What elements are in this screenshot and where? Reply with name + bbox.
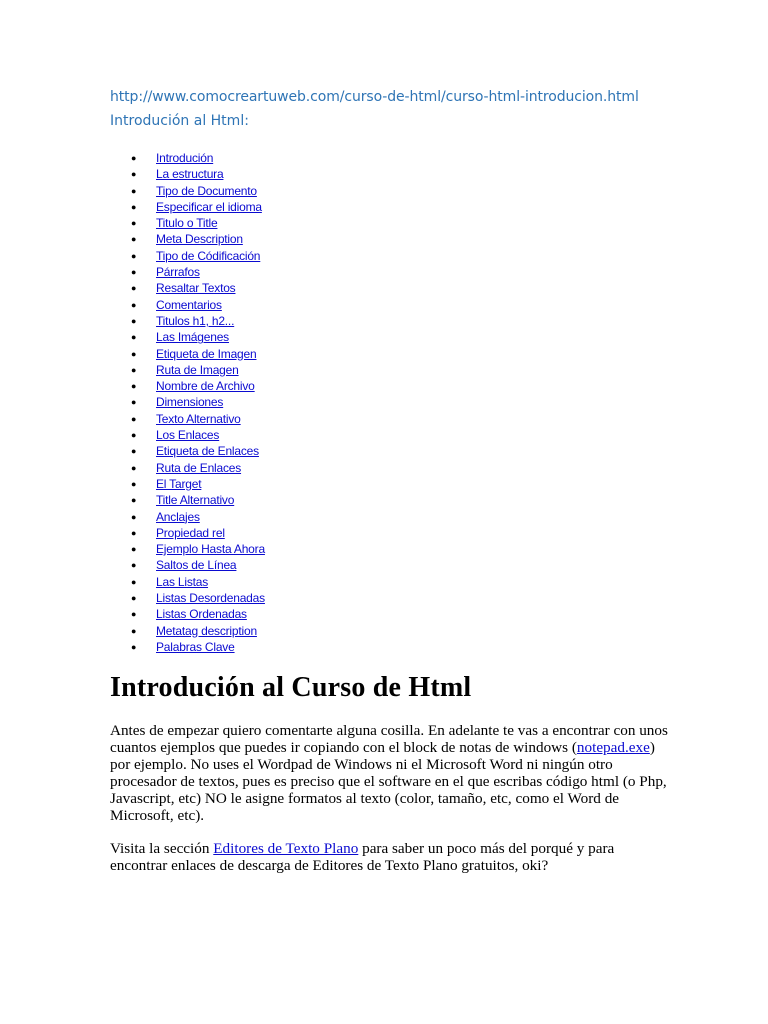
toc-link[interactable]: Los Enlaces xyxy=(156,428,220,443)
bullet-icon: ● xyxy=(131,544,137,555)
toc-link[interactable]: Ejemplo Hasta Ahora xyxy=(156,542,265,557)
bullet-icon: ● xyxy=(131,625,137,636)
toc-link[interactable]: Las Imágenes xyxy=(156,330,229,345)
bullet-icon: ● xyxy=(131,218,137,229)
toc-link[interactable]: Listas Desordenadas xyxy=(156,591,265,606)
toc-item xyxy=(110,476,265,492)
paragraph-text: Visita la sección xyxy=(110,840,214,857)
toc-item xyxy=(110,525,265,541)
bullet-icon: ● xyxy=(131,593,137,604)
bullet-icon: ● xyxy=(131,641,137,652)
toc-item xyxy=(110,264,265,280)
bullet-icon: ● xyxy=(131,478,137,489)
intro-paragraph xyxy=(110,722,670,824)
bullet-icon: ● xyxy=(131,381,137,392)
toc-link[interactable]: Introdución xyxy=(156,151,214,165)
toc-item xyxy=(110,574,265,590)
bullet-icon: ● xyxy=(131,560,137,571)
toc-link[interactable]: Titulos h1, h2... xyxy=(156,313,235,328)
toc-item xyxy=(110,150,265,166)
toc-link[interactable]: Párrafos xyxy=(156,265,200,280)
bullet-icon: ● xyxy=(131,267,137,278)
toc-link[interactable]: Tipo de Códificación xyxy=(156,248,261,263)
toc-link[interactable]: Tipo de Documento xyxy=(156,183,257,198)
editors-link[interactable]: Editores de Texto Plano xyxy=(213,840,359,857)
bullet-icon: ● xyxy=(131,234,137,245)
toc-item xyxy=(110,166,265,182)
toc-item xyxy=(110,183,265,199)
toc-item xyxy=(110,346,265,362)
toc-item xyxy=(110,427,265,443)
paragraph-text: Antes de empezar quiero comentarte alguna cosilla. En adelante te vas a encontrar con unos cuantos ejemplos que puedes ir copiando con el block de notas de windows ( xyxy=(110,722,668,756)
toc-link[interactable]: Ruta de Imagen xyxy=(156,362,239,377)
bullet-icon: ● xyxy=(131,527,137,538)
intro-label: Introdución al Html: xyxy=(110,113,249,129)
toc-link[interactable]: Las Listas xyxy=(156,574,209,589)
toc-link[interactable]: Saltos de Línea xyxy=(156,558,237,573)
bullet-icon: ● xyxy=(131,413,137,424)
source-url: http://www.comocreartuweb.com/curso-de-html/curso-html-introducion.html xyxy=(110,89,639,105)
toc-item xyxy=(110,492,265,508)
toc-item xyxy=(110,297,265,313)
bullet-icon: ● xyxy=(131,609,137,620)
bullet-icon: ● xyxy=(131,153,137,163)
paragraph-text: para saber un poco más del porqué y para encontrar enlaces de descarga de Editores de Texto Plano gratuitos, oki? xyxy=(110,840,615,874)
toc-link[interactable]: Anclajes xyxy=(156,509,200,524)
toc-item xyxy=(110,460,265,476)
toc-link[interactable]: Titulo o Title xyxy=(156,216,218,231)
toc-item xyxy=(110,606,265,622)
toc-item xyxy=(110,329,265,345)
bullet-icon: ● xyxy=(131,576,137,587)
toc-item xyxy=(110,623,265,639)
bullet-icon: ● xyxy=(131,315,137,326)
toc-item xyxy=(110,394,265,410)
bullet-icon: ● xyxy=(131,495,137,506)
toc-item xyxy=(110,541,265,557)
toc-link[interactable]: El Target xyxy=(156,476,202,491)
bullet-icon: ● xyxy=(131,397,137,408)
toc-item xyxy=(110,362,265,378)
bullet-icon: ● xyxy=(131,283,137,294)
table-of-contents xyxy=(110,150,265,655)
toc-link[interactable]: Comentarios xyxy=(156,297,222,312)
toc-link[interactable]: Texto Alternativo xyxy=(156,411,241,426)
bullet-icon: ● xyxy=(131,446,137,457)
bullet-icon: ● xyxy=(131,185,137,196)
toc-item xyxy=(110,378,265,394)
toc-item xyxy=(110,215,265,231)
toc-item xyxy=(110,280,265,296)
toc-link[interactable]: Palabras Clave xyxy=(156,639,235,654)
toc-item xyxy=(110,313,265,329)
toc-item xyxy=(110,557,265,573)
toc-link[interactable]: Resaltar Textos xyxy=(156,281,236,296)
bullet-icon: ● xyxy=(131,332,137,343)
paragraph-text: ) por ejemplo. No uses el Wordpad de Windows ni el Microsoft Word ni ningún otro procesador de textos, pues es preciso que el software en el que escribas código html (o Php, Javascript, etc) NO le asigne formatos al texto (color, tamaño, etc, como el Word de Microsoft, etc). xyxy=(110,739,667,824)
toc-item xyxy=(110,443,265,459)
bullet-icon: ● xyxy=(131,169,137,180)
toc-link[interactable]: Etiqueta de Enlaces xyxy=(156,444,259,459)
bullet-icon: ● xyxy=(131,511,137,522)
bullet-icon: ● xyxy=(131,250,137,261)
toc-item xyxy=(110,248,265,264)
toc-link[interactable]: Meta Description xyxy=(156,232,243,247)
toc-item xyxy=(110,509,265,525)
bullet-icon: ● xyxy=(131,364,137,375)
toc-item xyxy=(110,231,265,247)
bullet-icon: ● xyxy=(131,462,137,473)
toc-link[interactable]: Nombre de Archivo xyxy=(156,379,255,394)
toc-link[interactable]: Title Alternativo xyxy=(156,493,235,508)
toc-link[interactable]: Dimensiones xyxy=(156,395,224,410)
bullet-icon: ● xyxy=(131,430,137,441)
toc-item xyxy=(110,199,265,215)
toc-link[interactable]: Propiedad rel xyxy=(156,525,225,540)
toc-item xyxy=(110,590,265,606)
toc-item xyxy=(110,639,265,655)
toc-link[interactable]: Ruta de Enlaces xyxy=(156,460,242,475)
bullet-icon: ● xyxy=(131,201,137,212)
notepad-link[interactable]: notepad.exe xyxy=(576,739,650,756)
toc-item xyxy=(110,411,265,427)
toc-link[interactable]: La estructura xyxy=(156,167,224,182)
toc-link[interactable]: Metatag description xyxy=(156,623,257,638)
toc-link[interactable]: Especificar el idioma xyxy=(156,199,262,214)
bullet-icon: ● xyxy=(131,299,137,310)
toc-link[interactable]: Listas Ordenadas xyxy=(156,607,247,622)
page-title: Introdución al Curso de Html xyxy=(110,672,472,703)
toc-link[interactable]: Etiqueta de Imagen xyxy=(156,346,257,361)
editors-paragraph xyxy=(110,840,670,874)
bullet-icon: ● xyxy=(131,348,137,359)
